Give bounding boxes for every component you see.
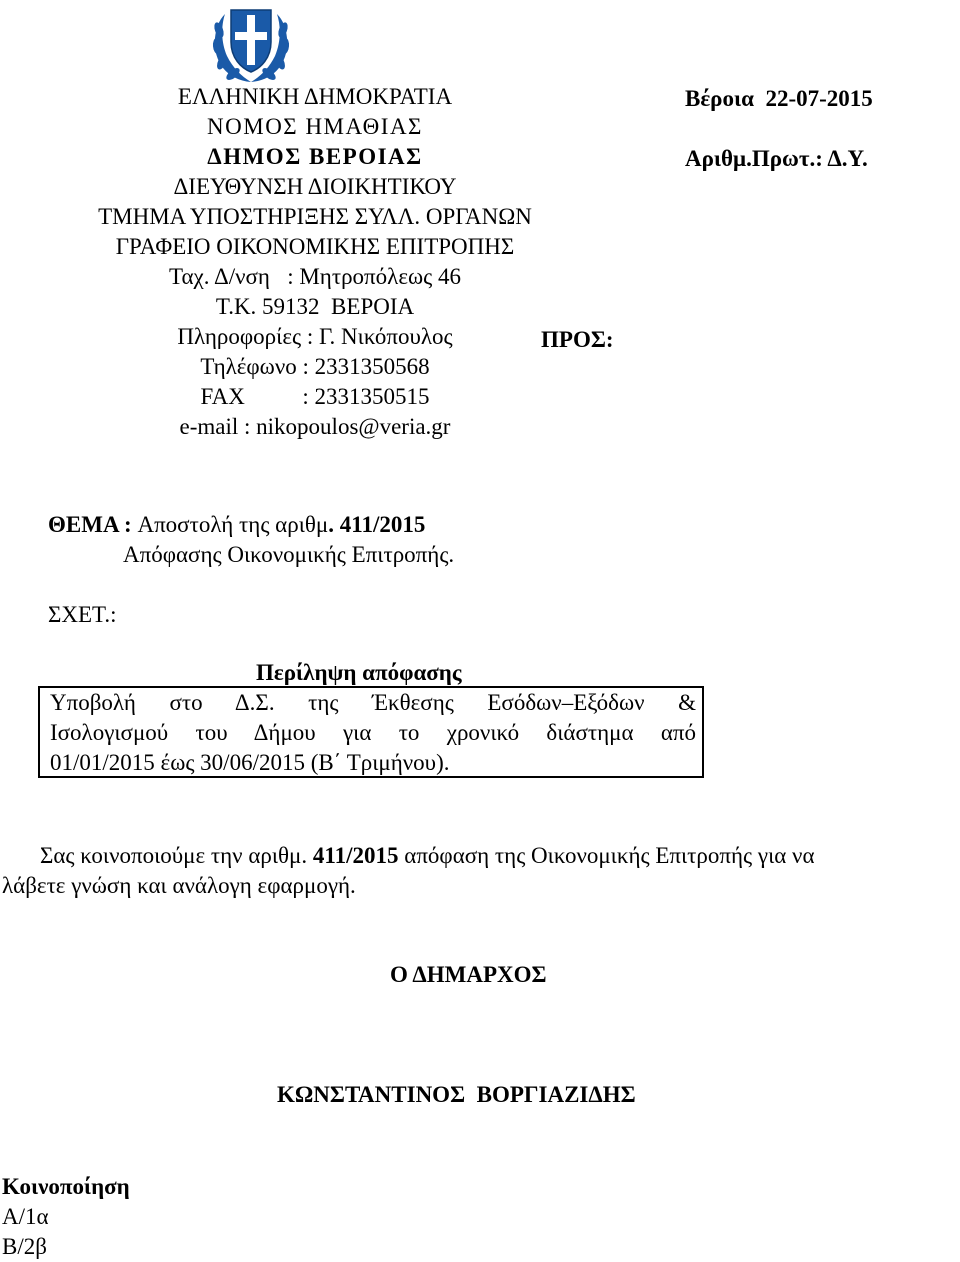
summary-box: [38, 686, 704, 778]
issuer-header: [75, 82, 555, 442]
protocol-number: Αριθμ.Πρωτ.: Δ.Υ.: [685, 146, 868, 171]
signature-title: Ο ΔΗΜΑΡΧΟΣ: [390, 962, 547, 987]
summary-title: Περίληψη απόφασης: [256, 660, 462, 685]
header-line: Τ.Κ. 59132 ΒΕΡΟΙΑ: [215, 294, 415, 319]
reference-label: ΣΧΕΤ.:: [48, 602, 117, 627]
document-date: Βέροια 22-07-2015: [685, 86, 873, 111]
header-line: FAX : 2331350515: [200, 384, 430, 409]
header-line: Τηλέφωνο : 2331350568: [200, 354, 430, 379]
distribution-item: Β/2β: [2, 1234, 47, 1259]
header-line: ΤΜΗΜΑ ΥΠΟΣΤΗΡΙΞΗΣ ΣΥΛΛ. ΟΡΓΑΝΩΝ: [98, 204, 532, 229]
subject-line-2: Απόφασης Οικονομικής Επιτροπής.: [123, 542, 455, 567]
signature-name: ΚΩΝΣΤΑΝΤΙΝΟΣ ΒΟΡΓΙΑΖΙΔΗΣ: [277, 1082, 636, 1107]
header-line: ΕΛΛΗΝΙΚΗ ΔΗΜΟΚΡΑΤΙΑ: [177, 84, 453, 109]
distribution-item: Α/1α: [2, 1204, 49, 1229]
header-line: ΔΗΜΟΣ ΒΕΡΟΙΑΣ: [207, 144, 423, 169]
subject-number: . 411/2015: [328, 512, 426, 537]
summary-line: Ισολογισμού του Δήμου για το χρονικό διάστημα από: [50, 720, 696, 745]
header-line: ΓΡΑΦΕΙΟ ΟΙΚΟΝΟΜΙΚΗΣ ΕΠΙΤΡΟΠΗΣ: [115, 234, 515, 259]
subject-line: [48, 510, 425, 540]
subject-label: ΘΕΜΑ :: [48, 512, 138, 537]
header-line: e-mail : nikopoulos@veria.gr: [179, 414, 451, 439]
header-line: Πληροφορίες : Γ. Νικόπουλος: [177, 324, 453, 349]
body-text: Σας κοινοποιούμε την αριθμ.: [40, 843, 313, 868]
greek-emblem-icon: [207, 2, 295, 86]
recipient-label: ΠΡΟΣ:: [541, 327, 614, 352]
distribution-label: Κοινοποίηση: [2, 1174, 130, 1199]
body-line-1: [40, 841, 815, 871]
body-text: απόφαση της Οικονομικής Επιτροπής για να: [398, 843, 815, 868]
header-line: Ταχ. Δ/νση : Μητροπόλεως 46: [169, 264, 461, 289]
header-line: ΔΙΕΥΘΥΝΣΗ ΔΙΟΙΚΗΤΙΚΟΥ: [173, 174, 457, 199]
summary-line: 01/01/2015 έως 30/06/2015 (Β΄ Τριμήνου).: [50, 750, 450, 775]
summary-line: Υποβολή στο Δ.Σ. της Έκθεσης Εσόδων–Εξόδων &: [50, 690, 696, 715]
subject-text: Αποστολή της αριθμ: [137, 512, 329, 537]
header-line: ΝΟΜΟΣ ΗΜΑΘΙΑΣ: [207, 114, 423, 139]
body-decision-number: 411/2015: [312, 843, 399, 868]
body-line-2: λάβετε γνώση και ανάλογη εφαρμογή.: [2, 873, 356, 898]
